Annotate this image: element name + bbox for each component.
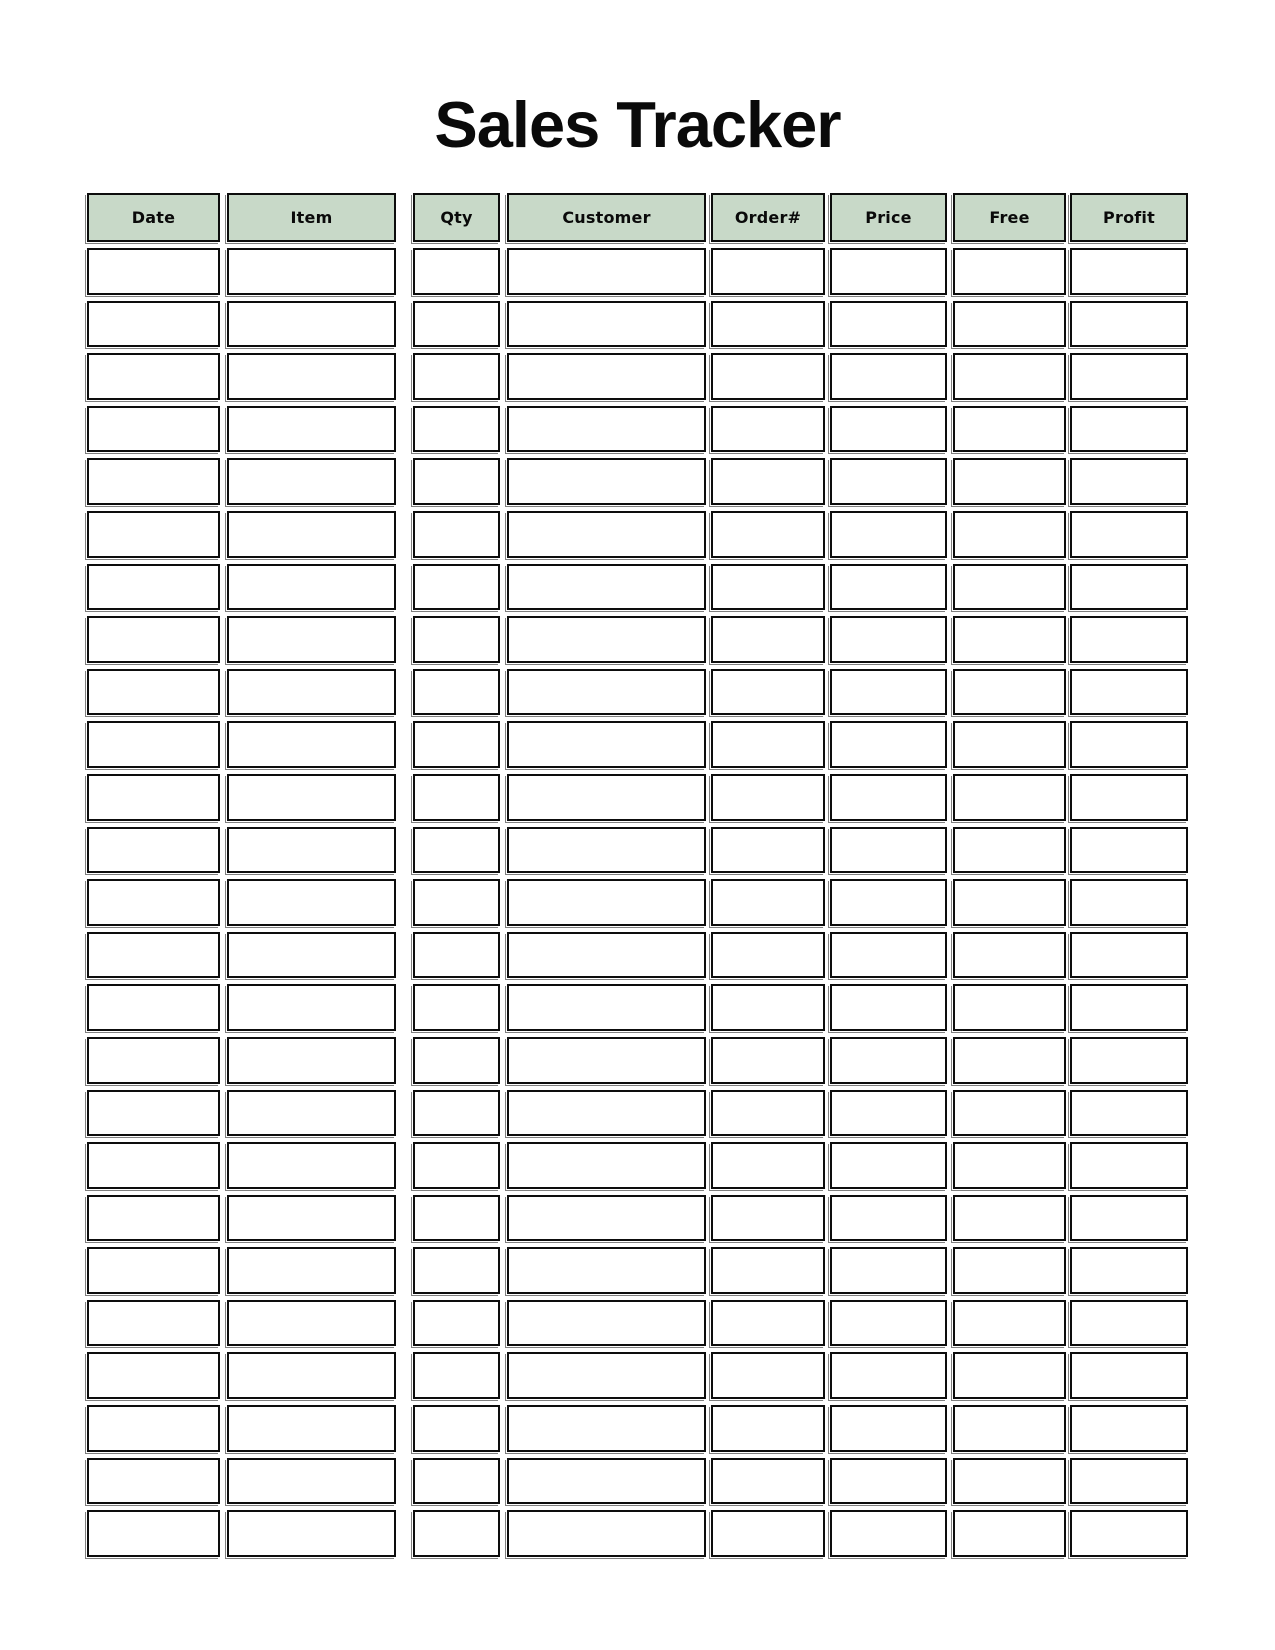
cell-profit [1070, 774, 1188, 821]
cell-free [953, 353, 1066, 400]
cell-price [830, 353, 947, 400]
cell-free [953, 669, 1066, 716]
cell-price [830, 1405, 947, 1452]
cell-price [830, 1300, 947, 1347]
cell-free [953, 1300, 1066, 1347]
cell-price [830, 248, 947, 295]
cell-date [87, 1142, 220, 1189]
cell-price [830, 458, 947, 505]
cell-customer [507, 248, 706, 295]
cell-order [711, 984, 825, 1031]
cell-date [87, 1300, 220, 1347]
cell-price [830, 301, 947, 348]
table-row [87, 721, 1188, 768]
cell-qty [413, 669, 500, 716]
cell-order [711, 458, 825, 505]
cell-free [953, 1195, 1066, 1242]
cell-item [227, 301, 396, 348]
cell-customer [507, 827, 706, 874]
cell-order [711, 616, 825, 663]
cell-date [87, 248, 220, 295]
cell-date [87, 1247, 220, 1294]
cell-profit [1070, 458, 1188, 505]
cell-item [227, 827, 396, 874]
cell-free [953, 248, 1066, 295]
cell-item [227, 1037, 396, 1084]
cell-price [830, 932, 947, 979]
cell-price [830, 1195, 947, 1242]
cell-profit [1070, 669, 1188, 716]
cell-item [227, 879, 396, 926]
cell-price [830, 1142, 947, 1189]
cell-profit [1070, 1352, 1188, 1399]
cell-free [953, 1037, 1066, 1084]
cell-order [711, 879, 825, 926]
table-row [87, 1142, 1188, 1189]
column-header-free: Free [953, 193, 1066, 242]
cell-price [830, 511, 947, 558]
cell-customer [507, 1247, 706, 1294]
table-row [87, 1510, 1188, 1557]
cell-date [87, 1510, 220, 1557]
cell-price [830, 879, 947, 926]
cell-date [87, 1352, 220, 1399]
cell-date [87, 1090, 220, 1137]
cell-qty [413, 1090, 500, 1137]
cell-profit [1070, 616, 1188, 663]
cell-customer [507, 1458, 706, 1505]
table-row [87, 879, 1188, 926]
cell-customer [507, 1300, 706, 1347]
cell-free [953, 1458, 1066, 1505]
cell-qty [413, 774, 500, 821]
cell-customer [507, 932, 706, 979]
cell-customer [507, 1090, 706, 1137]
table-row [87, 984, 1188, 1031]
cell-item [227, 721, 396, 768]
cell-customer [507, 1037, 706, 1084]
cell-order [711, 932, 825, 979]
cell-price [830, 1090, 947, 1137]
table-row [87, 1458, 1188, 1505]
cell-customer [507, 353, 706, 400]
cell-profit [1070, 1458, 1188, 1505]
cell-order [711, 1458, 825, 1505]
cell-order [711, 511, 825, 558]
cell-item [227, 616, 396, 663]
cell-date [87, 1458, 220, 1505]
cell-customer [507, 564, 706, 611]
cell-free [953, 1405, 1066, 1452]
table-row [87, 1195, 1188, 1242]
cell-order [711, 1090, 825, 1137]
table-row [87, 353, 1188, 400]
cell-profit [1070, 984, 1188, 1031]
cell-customer [507, 301, 706, 348]
table-row [87, 1405, 1188, 1452]
cell-customer [507, 879, 706, 926]
cell-profit [1070, 406, 1188, 453]
column-header-profit: Profit [1070, 193, 1188, 242]
table-header-row [87, 193, 1188, 242]
cell-profit [1070, 353, 1188, 400]
cell-customer [507, 669, 706, 716]
cell-customer [507, 616, 706, 663]
cell-order [711, 564, 825, 611]
cell-price [830, 721, 947, 768]
column-header-item: Item [227, 193, 396, 242]
cell-price [830, 1247, 947, 1294]
column-header-qty: Qty [413, 193, 500, 242]
cell-free [953, 458, 1066, 505]
cell-qty [413, 932, 500, 979]
cell-order [711, 669, 825, 716]
cell-item [227, 458, 396, 505]
cell-item [227, 669, 396, 716]
cell-item [227, 932, 396, 979]
cell-order [711, 1037, 825, 1084]
cell-price [830, 1458, 947, 1505]
cell-customer [507, 1510, 706, 1557]
cell-date [87, 932, 220, 979]
cell-order [711, 353, 825, 400]
cell-date [87, 353, 220, 400]
table-row [87, 1037, 1188, 1084]
cell-qty [413, 458, 500, 505]
table-row [87, 932, 1188, 979]
cell-free [953, 1247, 1066, 1294]
cell-price [830, 669, 947, 716]
cell-item [227, 1405, 396, 1452]
cell-item [227, 1458, 396, 1505]
table-row [87, 669, 1188, 716]
table-row [87, 301, 1188, 348]
cell-price [830, 406, 947, 453]
cell-date [87, 458, 220, 505]
cell-customer [507, 1352, 706, 1399]
cell-item [227, 511, 396, 558]
cell-date [87, 827, 220, 874]
cell-free [953, 1510, 1066, 1557]
cell-item [227, 1090, 396, 1137]
table-row [87, 511, 1188, 558]
table-row [87, 1300, 1188, 1347]
cell-order [711, 248, 825, 295]
sales-table [87, 193, 1188, 1563]
cell-customer [507, 458, 706, 505]
cell-price [830, 616, 947, 663]
cell-profit [1070, 511, 1188, 558]
cell-date [87, 1037, 220, 1084]
cell-order [711, 1142, 825, 1189]
table-row [87, 774, 1188, 821]
cell-profit [1070, 1405, 1188, 1452]
table-row [87, 406, 1188, 453]
cell-free [953, 616, 1066, 663]
table-row [87, 458, 1188, 505]
cell-item [227, 1300, 396, 1347]
cell-profit [1070, 1195, 1188, 1242]
cell-order [711, 721, 825, 768]
cell-qty [413, 721, 500, 768]
cell-customer [507, 984, 706, 1031]
cell-free [953, 1090, 1066, 1137]
cell-price [830, 774, 947, 821]
cell-date [87, 984, 220, 1031]
cell-qty [413, 1300, 500, 1347]
cell-order [711, 1510, 825, 1557]
cell-qty [413, 616, 500, 663]
cell-date [87, 1195, 220, 1242]
cell-free [953, 984, 1066, 1031]
table-row [87, 1352, 1188, 1399]
table-body [87, 248, 1188, 1557]
cell-item [227, 1352, 396, 1399]
cell-customer [507, 406, 706, 453]
cell-order [711, 406, 825, 453]
cell-date [87, 616, 220, 663]
cell-qty [413, 984, 500, 1031]
cell-qty [413, 1405, 500, 1452]
cell-date [87, 721, 220, 768]
cell-free [953, 774, 1066, 821]
cell-profit [1070, 1142, 1188, 1189]
cell-date [87, 301, 220, 348]
cell-item [227, 1195, 396, 1242]
cell-profit [1070, 1037, 1188, 1084]
cell-date [87, 564, 220, 611]
cell-qty [413, 564, 500, 611]
cell-customer [507, 774, 706, 821]
cell-free [953, 1352, 1066, 1399]
cell-free [953, 879, 1066, 926]
cell-qty [413, 248, 500, 295]
cell-profit [1070, 248, 1188, 295]
cell-price [830, 1037, 947, 1084]
cell-order [711, 774, 825, 821]
cell-free [953, 511, 1066, 558]
cell-customer [507, 1195, 706, 1242]
cell-order [711, 1247, 825, 1294]
cell-date [87, 511, 220, 558]
page-title: Sales Tracker [434, 88, 841, 161]
cell-order [711, 827, 825, 874]
cell-profit [1070, 932, 1188, 979]
cell-price [830, 564, 947, 611]
cell-free [953, 564, 1066, 611]
cell-date [87, 406, 220, 453]
cell-item [227, 1247, 396, 1294]
cell-free [953, 1142, 1066, 1189]
cell-customer [507, 1142, 706, 1189]
cell-item [227, 1142, 396, 1189]
cell-price [830, 827, 947, 874]
cell-qty [413, 1510, 500, 1557]
cell-order [711, 301, 825, 348]
cell-qty [413, 1352, 500, 1399]
cell-order [711, 1405, 825, 1452]
column-header-order: Order# [711, 193, 825, 242]
cell-free [953, 827, 1066, 874]
cell-item [227, 564, 396, 611]
cell-profit [1070, 1510, 1188, 1557]
cell-customer [507, 721, 706, 768]
cell-item [227, 248, 396, 295]
cell-profit [1070, 1300, 1188, 1347]
table-row [87, 1090, 1188, 1137]
cell-free [953, 301, 1066, 348]
table-row [87, 827, 1188, 874]
cell-profit [1070, 879, 1188, 926]
column-header-price: Price [830, 193, 947, 242]
cell-profit [1070, 827, 1188, 874]
cell-price [830, 1352, 947, 1399]
cell-qty [413, 1458, 500, 1505]
column-header-customer: Customer [507, 193, 706, 242]
cell-item [227, 406, 396, 453]
cell-qty [413, 1247, 500, 1294]
cell-qty [413, 879, 500, 926]
cell-customer [507, 511, 706, 558]
cell-profit [1070, 564, 1188, 611]
cell-item [227, 984, 396, 1031]
cell-price [830, 1510, 947, 1557]
cell-order [711, 1300, 825, 1347]
cell-qty [413, 511, 500, 558]
cell-qty [413, 827, 500, 874]
table-row [87, 248, 1188, 295]
cell-order [711, 1195, 825, 1242]
cell-price [830, 984, 947, 1031]
cell-item [227, 353, 396, 400]
cell-order [711, 1352, 825, 1399]
cell-profit [1070, 1090, 1188, 1137]
cell-item [227, 774, 396, 821]
cell-profit [1070, 1247, 1188, 1294]
cell-date [87, 1405, 220, 1452]
table-row [87, 1247, 1188, 1294]
cell-free [953, 932, 1066, 979]
cell-free [953, 406, 1066, 453]
cell-profit [1070, 301, 1188, 348]
cell-qty [413, 301, 500, 348]
cell-item [227, 1510, 396, 1557]
cell-qty [413, 406, 500, 453]
cell-free [953, 721, 1066, 768]
cell-date [87, 879, 220, 926]
cell-qty [413, 1195, 500, 1242]
table-row [87, 616, 1188, 663]
cell-date [87, 669, 220, 716]
column-header-date: Date [87, 193, 220, 242]
cell-qty [413, 1037, 500, 1084]
cell-qty [413, 353, 500, 400]
cell-date [87, 774, 220, 821]
table-row [87, 564, 1188, 611]
cell-customer [507, 1405, 706, 1452]
cell-qty [413, 1142, 500, 1189]
cell-profit [1070, 721, 1188, 768]
